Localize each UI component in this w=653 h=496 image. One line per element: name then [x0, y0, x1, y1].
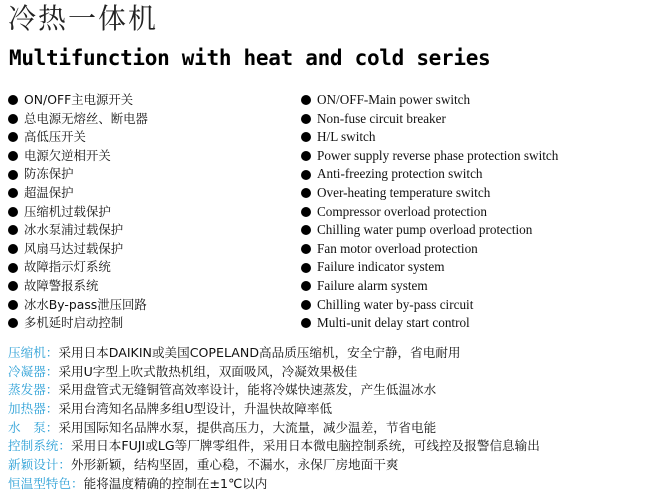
- feature-label: 压缩机：: [8, 345, 59, 360]
- function-item-cn: [8, 128, 148, 147]
- function-item-en-label: Failure indicator system: [317, 259, 445, 275]
- feature-text: 采用盘管式无缝铜管高效率设计，能将冷媒快速蒸发，产生低温冰水: [58, 382, 437, 398]
- function-item-cn-label: 冰水泵浦过载保护: [24, 222, 124, 238]
- function-item-cn-label: 故障警报系统: [24, 277, 99, 293]
- feature-label: 控制系统：: [8, 438, 71, 454]
- bullet-icon: [301, 318, 311, 328]
- function-item-cn: [8, 258, 148, 277]
- function-item-en-label: H/L switch: [317, 129, 376, 145]
- function-item-cn-label: 高低压开关: [24, 129, 86, 145]
- feature-item: [8, 419, 540, 438]
- bullet-icon: [301, 151, 311, 161]
- feature-item: [8, 456, 540, 475]
- page-title-english: Multifunction with heat and cold series: [9, 46, 491, 70]
- bullet-icon: [301, 225, 311, 235]
- bullet-icon: [301, 132, 311, 142]
- bullet-icon: [8, 300, 18, 310]
- function-list-chinese: [8, 91, 148, 333]
- function-item-en-label: Fan motor overload protection: [317, 240, 478, 256]
- function-item-cn-label: ON/OFF主电源开关: [24, 92, 134, 107]
- function-item-cn-label: 电源欠逆相开关: [24, 147, 111, 163]
- function-item-en: [301, 203, 558, 222]
- function-item-en: [301, 314, 558, 333]
- feature-text: 采用日本DAIKIN或美国COPELAND高品质压缩机，安全宁静，省电耐用: [58, 345, 461, 360]
- feature-list: [8, 344, 540, 494]
- feature-label: 水 泵：: [8, 419, 59, 435]
- function-item-cn-label: 总电源无熔丝、断电器: [24, 110, 148, 126]
- bullet-icon: [301, 207, 311, 217]
- bullet-icon: [8, 188, 18, 198]
- feature-label: 蒸发器：: [8, 382, 59, 398]
- page-title-chinese: 冷热一体机: [8, 2, 159, 35]
- function-item-cn: [8, 165, 148, 184]
- function-item-en: [301, 91, 558, 110]
- bullet-icon: [8, 95, 18, 105]
- function-item-en-label: Non-fuse circuit breaker: [317, 110, 446, 126]
- bullet-icon: [8, 114, 18, 124]
- function-item-en-label: Failure alarm system: [317, 277, 428, 293]
- bullet-icon: [8, 281, 18, 291]
- function-item-cn-label: 冰水By-pass泄压回路: [24, 296, 147, 312]
- function-item-en: [301, 184, 558, 203]
- function-item-en: [301, 165, 558, 184]
- function-item-cn: [8, 91, 148, 110]
- feature-item: [8, 363, 540, 382]
- feature-label: 新颖设计：: [8, 457, 71, 473]
- function-item-cn-label: 故障指示灯系统: [24, 259, 111, 275]
- feature-text: 采用台湾知名品牌多组U型设计，升温快故障率低: [58, 401, 333, 417]
- feature-item: [8, 381, 540, 400]
- function-item-en-label: Power supply reverse phase protection switch: [317, 147, 559, 163]
- function-item-en-label: ON/OFF-Main power switch: [317, 92, 471, 107]
- feature-label: 冷凝器：: [8, 363, 59, 379]
- feature-text: 采用U字型上吹式散热机组，双面吸风，冷凝效果极佳: [58, 363, 358, 379]
- feature-text: 能将温度精确的控制在±1℃以内: [83, 475, 268, 491]
- feature-item: [8, 437, 540, 456]
- feature-text: 外形新颖，结构坚固，重心稳，不漏水，永保厂房地面干爽: [70, 457, 399, 473]
- function-item-en: [301, 277, 558, 296]
- bullet-icon: [8, 170, 18, 180]
- function-item-en-label: Anti-freezing protection switch: [317, 166, 483, 182]
- bullet-icon: [8, 151, 18, 161]
- function-item-en-label: Compressor overload protection: [317, 203, 487, 219]
- function-item-cn-label: 风扇马达过载保护: [24, 240, 124, 256]
- bullet-icon: [301, 263, 311, 273]
- function-item-en: [301, 128, 558, 147]
- bullet-icon: [8, 318, 18, 328]
- feature-item: [8, 400, 540, 419]
- feature-label: 恒温型特色：: [8, 475, 84, 491]
- function-item-en: [301, 240, 558, 259]
- feature-text: 采用国际知名品牌水泵，提供高压力，大流量，减少温差，节省电能: [58, 419, 437, 435]
- function-item-cn: [8, 314, 148, 333]
- function-item-en-label: Over-heating temperature switch: [317, 184, 491, 200]
- feature-label: 加热器：: [8, 401, 59, 417]
- function-item-en: [301, 221, 558, 240]
- function-item-en-label: Chilling water by-pass circuit: [317, 296, 474, 312]
- function-list-english: [301, 91, 558, 333]
- function-item-cn-label: 防冻保护: [24, 166, 74, 182]
- function-item-en-label: Chilling water pump overload protection: [317, 222, 533, 238]
- function-item-cn: [8, 277, 148, 296]
- bullet-icon: [301, 300, 311, 310]
- function-item-en: [301, 110, 558, 129]
- function-item-cn: [8, 184, 148, 203]
- bullet-icon: [301, 170, 311, 180]
- function-item-en: [301, 258, 558, 277]
- function-item-cn: [8, 240, 148, 259]
- bullet-icon: [8, 207, 18, 217]
- bullet-icon: [8, 244, 18, 254]
- feature-item: [8, 344, 540, 363]
- bullet-icon: [301, 281, 311, 291]
- function-item-cn: [8, 110, 148, 129]
- function-item-cn: [8, 203, 148, 222]
- function-item-cn: [8, 221, 148, 240]
- feature-item: [8, 475, 540, 494]
- bullet-icon: [301, 114, 311, 124]
- function-item-cn: [8, 147, 148, 166]
- function-item-cn-label: 超温保护: [24, 184, 74, 200]
- function-item-en-label: Multi-unit delay start control: [317, 315, 470, 331]
- function-item-cn: [8, 296, 148, 315]
- function-item-en: [301, 147, 558, 166]
- bullet-icon: [8, 263, 18, 273]
- bullet-icon: [301, 244, 311, 254]
- bullet-icon: [8, 225, 18, 235]
- function-item-en: [301, 296, 558, 315]
- function-item-cn-label: 多机延时启动控制: [24, 315, 124, 331]
- bullet-icon: [301, 188, 311, 198]
- bullet-icon: [8, 132, 18, 142]
- feature-text: 采用日本FUJI或LG等厂牌零组件，采用日本微电脑控制系统，可线控及报警信息输出: [70, 438, 540, 454]
- bullet-icon: [301, 95, 311, 105]
- function-item-cn-label: 压缩机过载保护: [24, 203, 111, 219]
